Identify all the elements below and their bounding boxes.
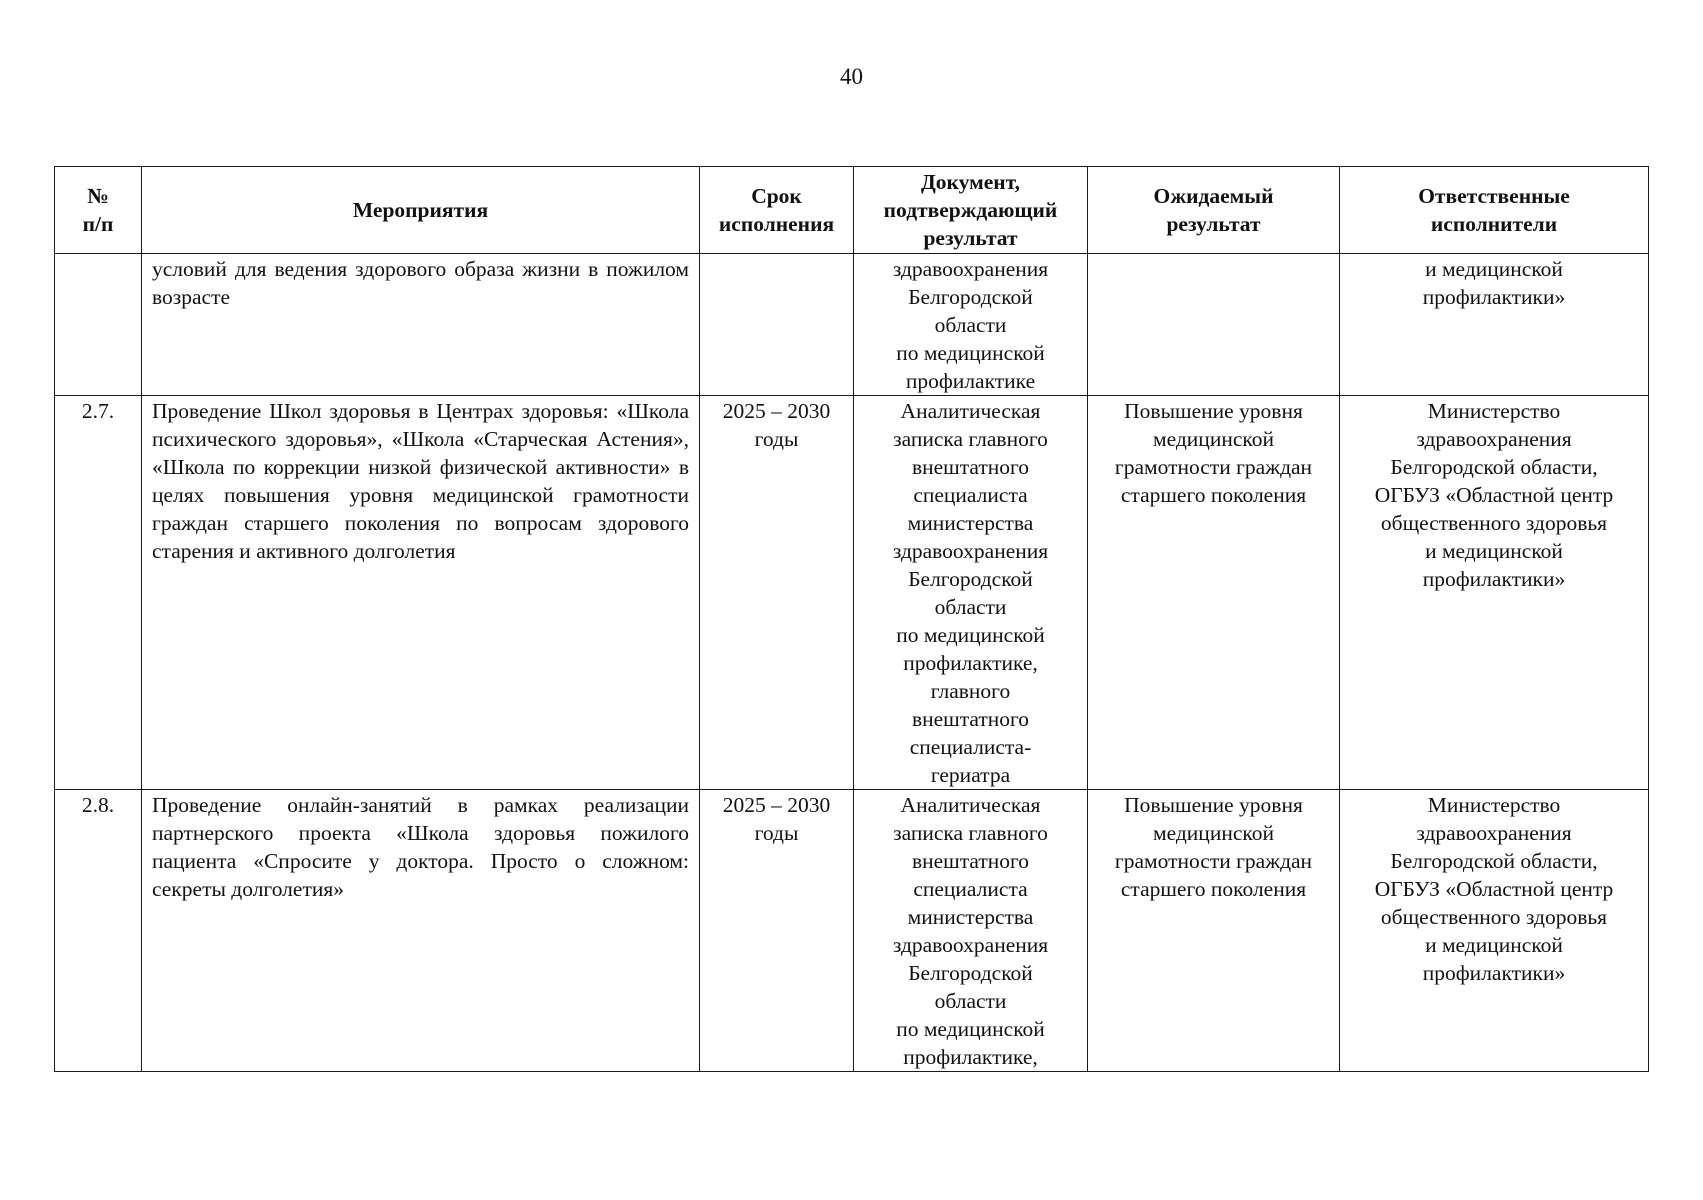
cell-result: Повышение уровня медицинской грамотности граждан старшего поколения (1088, 790, 1340, 1072)
header-num: № п/п (55, 167, 142, 254)
cell-document: Аналитическая записка главного внештатного специалиста министерства здравоохранения Белгородской области по медицинской профилактике, главного внештатного специалиста- гериатра (854, 396, 1088, 790)
activities-table (54, 166, 1649, 1072)
header-activity: Мероприятия (142, 167, 700, 254)
cell-deadline (700, 254, 854, 396)
cell-deadline: 2025 – 2030 годы (700, 790, 854, 1072)
cell-result: Повышение уровня медицинской грамотности граждан старшего поколения (1088, 396, 1340, 790)
cell-executors: Министерство здравоохранения Белгородской области, ОГБУЗ «Областной центр общественного здоровья и медицинской профилактики» (1340, 396, 1649, 790)
cell-num: 2.8. (55, 790, 142, 1072)
cell-activity: Проведение онлайн-занятий в рамках реализации партнерского проекта «Школа здоровья пожилого пациента «Спросите у доктора. Просто о сложном: секреты долголетия» (142, 790, 700, 1072)
cell-executors: и медицинской профилактики» (1340, 254, 1649, 396)
header-deadline: Срок исполнения (700, 167, 854, 254)
cell-num (55, 254, 142, 396)
header-executors: Ответственные исполнители (1340, 167, 1649, 254)
cell-executors: Министерство здравоохранения Белгородской области, ОГБУЗ «Областной центр общественного здоровья и медицинской профилактики» (1340, 790, 1649, 1072)
page-number: 40 (840, 64, 863, 89)
table-row (55, 790, 1649, 1072)
table-header-row (55, 167, 1649, 254)
cell-deadline: 2025 – 2030 годы (700, 396, 854, 790)
header-document: Документ, подтверждающий результат (854, 167, 1088, 254)
cell-num: 2.7. (55, 396, 142, 790)
table-row (55, 254, 1649, 396)
header-result: Ожидаемый результат (1088, 167, 1340, 254)
cell-document: здравоохранения Белгородской области по медицинской профилактике (854, 254, 1088, 396)
cell-result (1088, 254, 1340, 396)
cell-activity: Проведение Школ здоровья в Центрах здоровья: «Школа психического здоровья», «Школа «Старческая Астения», «Школа по коррекции низкой физической активности» в целях повышения уровня медицинской грамотности граждан старшего поколения по вопросам здорового старения и активного долголетия (142, 396, 700, 790)
table-row (55, 396, 1649, 790)
cell-document: Аналитическая записка главного внештатного специалиста министерства здравоохранения Белгородской области по медицинской профилактике, (854, 790, 1088, 1072)
cell-activity: условий для ведения здорового образа жизни в пожилом возрасте (142, 254, 700, 396)
